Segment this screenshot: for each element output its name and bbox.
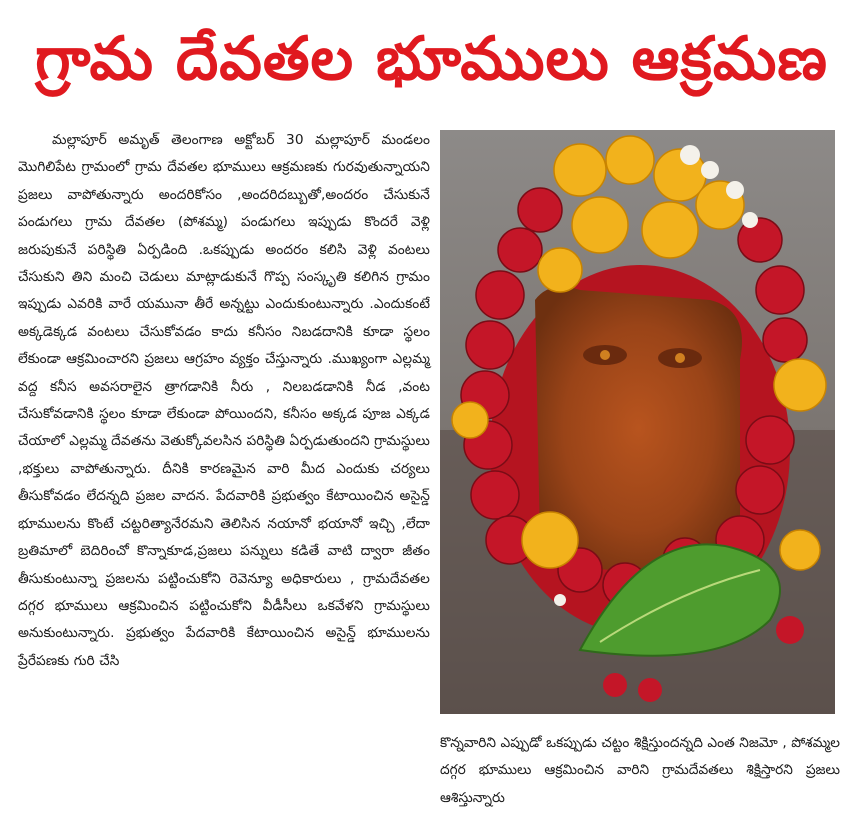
photo-caption-text: కొన్నవారిని ఎప్పుడో ఒకప్పుడు చట్టం శిక్షిస్తుందన్నది ఎంత నిజమో , పోశమ్మల దగ్గర భూములు ఆక్రమించిన వారిని గ్రామదేవతలు శిక్షిస్తారని ప్రజలు ఆశిస్తున్నారు (440, 735, 840, 806)
article-body (18, 127, 430, 675)
photo-caption (440, 730, 840, 812)
article-body-text: మల్లాపూర్ అమృత్ తెలంగాణ అక్టోబర్ 30 మల్లాపూర్ మండలం మొగిలిపేట గ్రామంలో గ్రామ దేవతల భూములు ఆక్రమణకు గురవుతున్నాయని ప్రజలు వాపోతున్నారు అందరికోసం ,అందరిదబ్బుతో,అందరం చేసుకునే పండుగలు గ్రామ దేవతల (పోశమ్మ) పండుగలు ఇప్పుడు కొందరే వెళ్లి జరుపుకునే పరిస్థితి ఏర్పడింది .ఒకప్పుడు అందరం కలిసి వెళ్లి వంటలు చేసుకుని తిని మంచి చెడులు మాట్లాడుకునే గొప్ప సంస్కృతి కలిగిన గ్రామం ఇప్పుడు ఎవరికి వారే యమునా తీరే అన్నట్టు ఎందుకుంటున్నారు .ఎందుకంటే అక్కడెక్కడ వంటలు చేసుకోవడం కాదు కనీసం నిబడదానికి కూడా స్థలం లేకుండా ఆక్రమించారని ప్రజలు ఆగ్రహం వ్యక్తం చేస్తున్నారు .ముఖ్యంగా ఎల్లమ్మ వద్ద కనీస అవసరాలైన త్రాగడానికి నీరు , నిలబడడానికి నీడ ,వంట చేసుకోవడానికి స్థలం కూడా లేకుండా పోయిందని, కనీసం అక్కడ పూజ ఎక్కడ చేయాలో ఎల్లమ్మ దేవతను వెతుక్కోవలసిన పరిస్థితి ఏర్పడుతుందని గ్రామస్థులు ,భక్తులు వాపోతున్నారు. దీనికి కారణమైన వారి మీద ఎందుకు చర్యలు తీసుకోవడం లేదన్నది ప్రజల వాదన. పేదవారికి ప్రభుత్వం కేటాయించిన అసైన్డ్ భూములను కొంటే చట్టరిత్యానేరమని తెలిసిన నయానో భయానో ఇచ్చి ,లేదా బ్రతిమాలో బెదిరించో కొన్నాకూడ,ప్రజలు పన్నులు కడితే వాటి ద్వారా జీతం తీసుకుంటున్నా ప్రజలను పట్టించుకోని రెవెన్యూ అధికారులు , గ్రామదేవతల దగ్గర భూములు ఆక్రమించిన పట్టించుకోని వీడీసీలు ఒకవేళని గ్రామస్థులు అనుకుంటున్నారు. ప్రభుత్వం పేదవారికి కేటాయించిన అసైన్డ్ భూములను ప్రేరేపణకు గురి చేసి (18, 132, 430, 669)
deity-photo-illustration (440, 130, 835, 714)
deity-photo (440, 130, 835, 714)
headline: గ్రామ దేవతల భూములు ఆక్రమణ (35, 24, 828, 94)
